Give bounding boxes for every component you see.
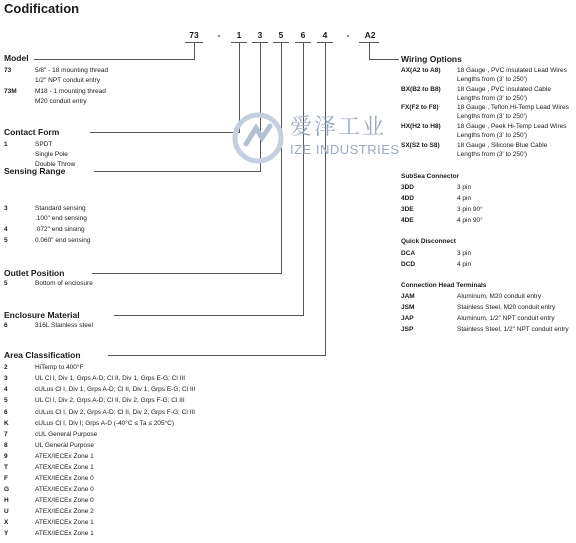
area-code: 7: [4, 431, 8, 438]
area-code: G: [4, 486, 10, 493]
area-desc: cUL General Purpose: [35, 431, 98, 438]
enclosure-material-heading: Enclosure Material: [4, 310, 80, 320]
area-code: Y: [4, 530, 9, 537]
code-segment-outlet: 5: [278, 30, 284, 40]
sensing-desc: .072" end sinsing: [35, 226, 85, 233]
area-desc: ATEX/IECEx Zone 1: [35, 453, 94, 460]
connector-sensing-h: [94, 171, 261, 172]
subsea-code: 3DD: [401, 184, 415, 191]
connection-head-desc: Aluminum, M20 conduit entry: [457, 293, 542, 300]
code-segment-enclosure: 6: [300, 30, 306, 40]
connector-wiring-v: [369, 43, 370, 59]
sensing-code: 3: [4, 205, 8, 212]
connector-enclosure-h: [114, 315, 304, 316]
wiring-desc: Lengths from (3' to 250'): [457, 113, 528, 120]
code-segment-model: 73: [189, 30, 199, 40]
contact-form-code: 1: [4, 141, 8, 148]
enclosure-code: 6: [4, 322, 8, 329]
model-code: 73M: [4, 88, 17, 95]
area-code: U: [4, 508, 9, 515]
connector-model-v: [194, 43, 195, 59]
code-segment-area: 4: [322, 30, 328, 40]
area-code: 4: [4, 386, 8, 393]
sensing-desc: .100" end sensing: [35, 215, 87, 222]
area-code: K: [4, 420, 9, 427]
area-desc: ATEX/IECEx Zone 1: [35, 464, 94, 471]
subsea-code: 4DD: [401, 195, 415, 202]
quick-disconnect-code: DCA: [401, 250, 416, 257]
wiring-code: BX(B2 to B8): [401, 86, 441, 93]
wiring-desc: Lengths from (3' to 250'): [457, 76, 528, 83]
area-code: 6: [4, 409, 8, 416]
connection-head-desc: Stainless Steel, M20 conduit entry: [457, 304, 556, 311]
connection-head-code: JAP: [401, 315, 414, 322]
sensing-code: 5: [4, 237, 8, 244]
area-desc: ATEX/IECEx Zone 0: [35, 497, 94, 504]
area-desc: ATEX/IECEx Zone 1: [35, 530, 94, 537]
area-desc: UL Cl I, Div 1, Grps A-D; Cl II, Div 1, Grps E-G; Cl III: [35, 375, 186, 382]
code-segment-wiring: A2: [364, 30, 376, 40]
quick-disconnect-desc: 4 pin: [457, 261, 472, 268]
connector-enclosure-v: [303, 43, 304, 315]
wiring-code: AX(A2 to A8): [401, 67, 441, 74]
model-code: 73: [4, 67, 12, 74]
subsea-desc: 3 pin: [457, 184, 472, 191]
quick-disconnect-heading: Quick Disconnect: [401, 238, 456, 245]
area-code: 2: [4, 364, 8, 371]
connection-head-code: JSP: [401, 326, 414, 333]
subsea-desc: 3 pin 90°: [457, 206, 483, 213]
wiring-desc: 18 Gauge , PVC insulated Lead Wires: [457, 67, 567, 74]
enclosure-desc: 316L Stainless steel: [35, 322, 93, 329]
model-heading: Model: [4, 53, 29, 63]
sensing-code: 4: [4, 226, 8, 233]
area-code: X: [4, 519, 9, 526]
code-segment-dash: -: [346, 30, 350, 40]
wiring-desc: 18 Gauge , Silicone Blue Cable: [457, 142, 548, 149]
subsea-desc: 4 pin: [457, 195, 472, 202]
area-desc: ATEX/IECEx Zone 0: [35, 475, 94, 482]
connection-head-code: JSM: [401, 304, 415, 311]
wiring-options-heading: Wiring Options: [401, 54, 462, 64]
area-code: 5: [4, 397, 8, 404]
code-segment-contact: 1: [236, 30, 242, 40]
ize-logo-icon: [232, 112, 284, 164]
subsea-desc: 4 pin 90°: [457, 217, 483, 224]
area-classification-heading: Area Classification: [4, 350, 81, 360]
subsea-connector-heading: SubSea Connector: [401, 173, 460, 180]
area-code: F: [4, 475, 8, 482]
watermark: [232, 108, 412, 168]
area-code: 9: [4, 453, 8, 460]
outlet-position-heading: Outlet Position: [4, 268, 65, 278]
connector-wiring-h: [369, 59, 399, 60]
sensing-desc: Standard sensing: [35, 205, 86, 212]
contact-form-desc: SPDT: [35, 141, 53, 148]
watermark-cn: 爱泽工业: [290, 114, 387, 139]
area-desc: ATEX/IECEx Zone 1: [35, 519, 94, 526]
wiring-desc: Lengths from (3' to 250'): [457, 95, 528, 102]
connection-head-code: JAM: [401, 293, 415, 300]
subsea-code: 3DE: [401, 206, 414, 213]
wiring-code: HX(H2 to H8): [401, 123, 441, 130]
area-desc: cULus Cl I, Div I; Grps A-D (-40°C ≤ Ta ≤ 205°C): [35, 420, 174, 427]
sensing-desc: 0.060" end sensing: [35, 237, 91, 244]
contact-form-desc: Single Pole: [35, 151, 68, 158]
wiring-desc: Lengths from (3' to 250'): [457, 132, 528, 139]
sensing-range-heading: Sensing Range: [4, 166, 66, 176]
subsea-code: 4DE: [401, 217, 414, 224]
watermark-en: IZE INDUSTRIES: [290, 142, 400, 157]
quick-disconnect-code: DCD: [401, 261, 416, 268]
wiring-desc: 18 Gauge , PVC insulated Cable: [457, 86, 551, 93]
wiring-desc: Lengths from (3' to 250'): [457, 151, 528, 158]
connector-model-h: [34, 59, 195, 60]
area-desc: ATEX/IECEx Zone 2: [35, 508, 94, 515]
wiring-code: FX(F2 to F8): [401, 104, 439, 111]
code-segment-dash: -: [217, 30, 221, 40]
outlet-code: 5: [4, 280, 8, 287]
outlet-desc: Bottom of enclosure: [35, 280, 93, 287]
area-desc: cULus Cl I, Div 1, Grps A-D; Cl II, Div 1, Grps E-G; Cl III: [35, 386, 196, 393]
area-code: H: [4, 497, 9, 504]
model-desc: 1/2" NPT conduit entry: [35, 77, 101, 84]
model-desc: M20 conduit entry: [35, 98, 87, 105]
area-code: 8: [4, 442, 8, 449]
area-desc: UL Cl I, Div 2, Grps A-D; Cl II, Div 2, Grps F-G; Cl III: [35, 397, 185, 404]
connection-head-desc: Stainless Steel, 1/2" NPT conduit entry: [457, 326, 569, 333]
connection-head-heading: Connection Head Terminals: [401, 282, 487, 289]
quick-disconnect-desc: 3 pin: [457, 250, 472, 257]
area-desc: HiTemp to 400°F: [35, 364, 84, 371]
wiring-code: SX(S2 to S8): [401, 142, 440, 149]
connector-area-v: [325, 43, 326, 355]
page-title: Codification: [4, 1, 80, 16]
code-segment-sensing: 3: [257, 30, 263, 40]
wiring-desc: 18 Gauge , Teflon Hi-Temp Lead Wires: [457, 104, 569, 111]
connection-head-desc: Aluminum, 1/2" NPT conduit entry: [457, 315, 555, 322]
connector-area-h: [108, 355, 326, 356]
contact-form-heading: Contact Form: [4, 127, 60, 137]
area-code: 3: [4, 375, 8, 382]
area-desc: UL General Purpose: [35, 442, 95, 449]
connector-outlet-h: [92, 273, 282, 274]
contact-form-desc: Double Throw: [35, 161, 76, 168]
connector-contact-h: [90, 132, 240, 133]
area-desc: cULus Cl I, Div 2, Grps A-D; Cl II, Div 2, Grps F-G; Cl III: [35, 409, 195, 416]
model-desc: 5/8" - 18 mounting thread: [35, 67, 109, 74]
area-code: T: [4, 464, 8, 471]
area-desc: ATEX/IECEx Zone 0: [35, 486, 94, 493]
model-desc: M18 - 1 mounting thread: [35, 88, 106, 95]
wiring-desc: 18 Gauge , Peek Hi-Temp Lead Wires: [457, 123, 567, 130]
